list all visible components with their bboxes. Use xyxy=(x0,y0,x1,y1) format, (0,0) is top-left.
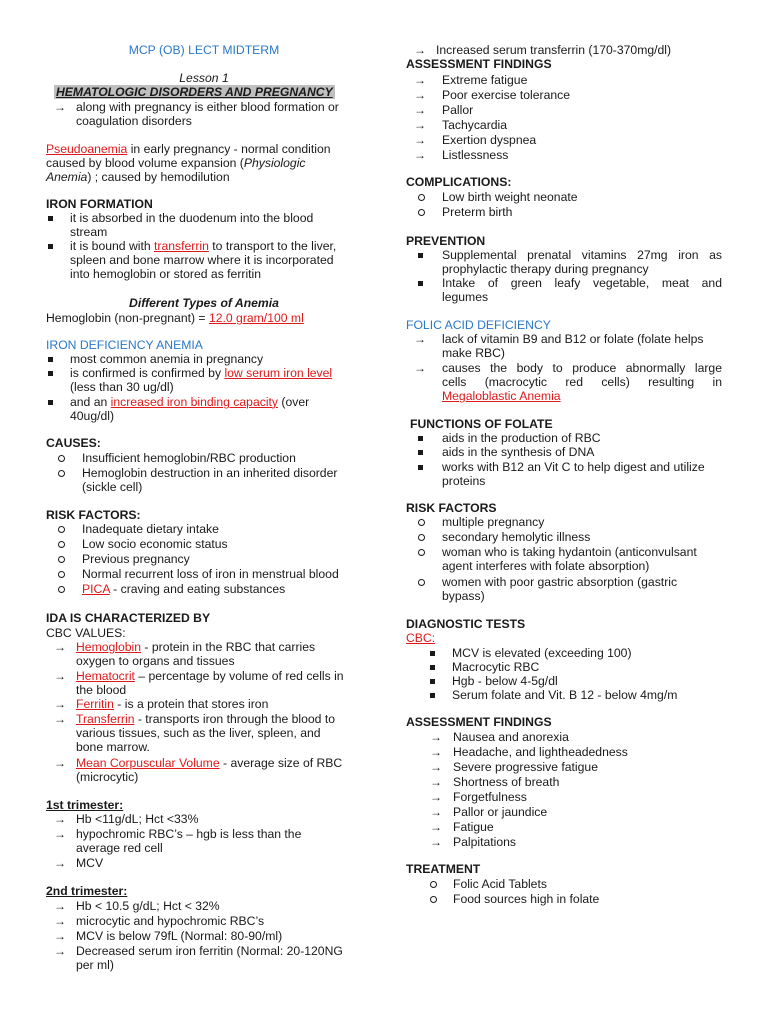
section-heading: TREATMENT xyxy=(406,862,481,876)
list-item: causes the body to produce abnormally large xyxy=(442,361,722,375)
list-item: agent interferes with folate absorption) xyxy=(442,559,650,573)
text: in early pregnancy - normal condition xyxy=(127,142,331,156)
arrow-icon xyxy=(430,790,442,805)
circle-bullet-icon xyxy=(58,451,65,466)
list-item: Forgetfulness xyxy=(453,790,527,804)
trimester-heading: 1st trimester: xyxy=(46,798,124,812)
arrow-icon xyxy=(54,712,66,727)
arrow-icon xyxy=(54,100,66,115)
list-item: legumes xyxy=(442,290,489,304)
list-item: Nausea and anorexia xyxy=(453,730,569,744)
text: - is a protein that stores iron xyxy=(113,697,269,711)
list-item: women with poor gastric absorption (gastric xyxy=(442,575,678,589)
list-item: Increased serum transferrin (170-370mg/dl) xyxy=(436,43,672,57)
highlight-term: Ferritin xyxy=(76,697,114,711)
list-item: Hemoglobin destruction in an inherited disorder xyxy=(82,466,338,480)
section-heading: CAUSES: xyxy=(46,436,101,450)
highlight-term: Mean Corpuscular Volume xyxy=(76,756,220,770)
section-heading: IRON FORMATION xyxy=(46,197,153,211)
list-item: Hb < 10.5 g/dL; Hct < 32% xyxy=(76,899,220,913)
section-heading: FUNCTIONS OF FOLATE xyxy=(410,417,553,431)
section-heading: ASSESSMENT FINDINGS xyxy=(406,57,552,71)
list-item: (sickle cell) xyxy=(82,480,143,494)
list-item: Low socio economic status xyxy=(82,537,228,551)
list-item: MCV xyxy=(76,856,104,870)
section-heading: COMPLICATIONS: xyxy=(406,175,512,189)
list-item: microcytic and hypochromic RBC’s xyxy=(76,914,265,928)
circle-bullet-icon xyxy=(58,582,65,597)
list-item: Fatigue xyxy=(453,820,494,834)
subsection-title: Different Types of Anemia xyxy=(129,296,279,310)
arrow-icon xyxy=(414,43,426,58)
arrow-icon xyxy=(54,914,66,929)
list-item: MCV is below 79fL (Normal: 80-90/ml) xyxy=(76,929,283,943)
circle-bullet-icon xyxy=(58,466,65,481)
arrow-icon xyxy=(414,73,426,88)
list-item: spleen and bone marrow where it is incorporated xyxy=(70,253,334,267)
circle-bullet-icon xyxy=(418,530,425,545)
arrow-icon xyxy=(54,944,66,959)
arrow-icon xyxy=(430,805,442,820)
hemoglobin-line xyxy=(46,311,362,326)
list-item: secondary hemolytic illness xyxy=(442,530,591,544)
pseudoanemia-line xyxy=(46,156,362,171)
list-item xyxy=(442,389,722,404)
list-item: Exertion dyspnea xyxy=(442,133,537,147)
text: is confirmed is confirmed by xyxy=(70,366,225,380)
circle-bullet-icon xyxy=(418,190,425,205)
square-bullet-icon xyxy=(48,366,53,381)
circle-bullet-icon xyxy=(418,575,425,590)
list-item: Pallor xyxy=(442,103,474,117)
arrow-icon xyxy=(54,756,66,771)
list-item: cells (macrocytic red cells) resulting in xyxy=(442,375,722,389)
list-item: (microcytic) xyxy=(76,770,139,784)
list-item: (less than 30 ug/dl) xyxy=(70,380,174,394)
arrow-icon xyxy=(54,899,66,914)
pseudoanemia-term: Pseudoanemia xyxy=(46,142,128,156)
text: - craving and eating substances xyxy=(109,582,286,596)
list-item: Preterm birth xyxy=(442,205,513,219)
square-bullet-icon xyxy=(48,211,53,226)
arrow-icon xyxy=(54,929,66,944)
highlight-term: increased iron binding capacity xyxy=(110,395,279,409)
megaloblastic-term: Megaloblastic Anemia xyxy=(442,389,561,403)
circle-bullet-icon xyxy=(430,877,437,892)
list-item: MCV is elevated (exceeding 100) xyxy=(452,646,632,660)
circle-bullet-icon xyxy=(418,515,425,530)
list-item: lack of vitamin B9 and B12 or folate (folate helps xyxy=(442,332,704,346)
list-item: Pallor or jaundice xyxy=(453,805,548,819)
list-item: Poor exercise tolerance xyxy=(442,88,571,102)
list-item: Severe progressive fatigue xyxy=(453,760,598,774)
list-item: Folic Acid Tablets xyxy=(453,877,547,891)
list-item xyxy=(76,669,362,684)
list-item: prophylactic therapy during pregnancy xyxy=(442,262,649,276)
arrow-icon xyxy=(414,332,426,347)
list-item: Serum folate and Vit. B 12 - below 4mg/m xyxy=(452,688,678,702)
arrow-icon xyxy=(414,133,426,148)
square-bullet-icon xyxy=(418,276,423,291)
lesson-number: Lesson 1 xyxy=(179,71,229,85)
arrow-icon xyxy=(54,697,66,712)
list-item: Extreme fatigue xyxy=(442,73,528,87)
text: to transport to the liver, xyxy=(208,239,337,253)
list-item xyxy=(76,697,362,712)
text: caused by blood volume expansion ( xyxy=(46,156,244,170)
list-item xyxy=(70,366,362,381)
intro-line: along with pregnancy is either blood formation or xyxy=(76,100,339,114)
section-heading: IRON DEFICIENCY ANEMIA xyxy=(46,338,203,352)
section-heading: IDA IS CHARACTERIZED BY xyxy=(46,611,211,625)
arrow-icon xyxy=(54,669,66,684)
list-item: Hb <11g/dL; Hct <33% xyxy=(76,812,199,826)
transferrin-term: transferrin xyxy=(154,239,209,253)
list-item: Supplemental prenatal vitamins 27mg iron as xyxy=(442,248,722,262)
list-item: aids in the production of RBC xyxy=(442,431,601,445)
text: Hemoglobin (non-pregnant) = xyxy=(46,311,209,325)
intro-line: coagulation disorders xyxy=(76,114,192,128)
list-item: Normal recurrent loss of iron in menstrual blood xyxy=(82,567,339,581)
document-title: MCP (OB) LECT MIDTERM xyxy=(128,43,280,57)
circle-bullet-icon xyxy=(58,552,65,567)
list-item: bone marrow. xyxy=(76,740,150,754)
section-heading: FOLIC ACID DEFICIENCY xyxy=(406,318,551,332)
list-item: Intake of green leafy vegetable, meat and xyxy=(442,276,722,290)
arrow-icon xyxy=(430,820,442,835)
cbc-label: CBC VALUES: xyxy=(46,626,126,640)
list-item: Palpitations xyxy=(453,835,517,849)
square-bullet-icon xyxy=(430,660,435,675)
square-bullet-icon xyxy=(418,431,423,446)
list-item xyxy=(70,239,362,254)
list-item: woman who is taking hydantoin (anticonvulsant xyxy=(442,545,697,559)
list-item: Listlessness xyxy=(442,148,509,162)
circle-bullet-icon xyxy=(58,537,65,552)
list-item xyxy=(76,712,362,727)
text: - protein in the RBC that carries xyxy=(141,640,316,654)
list-item: Hgb - below 4-5g/dl xyxy=(452,674,558,688)
list-item: proteins xyxy=(442,474,486,488)
square-bullet-icon xyxy=(418,248,423,263)
highlight-term: Transferrin xyxy=(76,712,135,726)
text: and an xyxy=(70,395,111,409)
section-heading: RISK FACTORS: xyxy=(46,508,141,522)
text: it is bound with xyxy=(70,239,155,253)
list-item: Inadequate dietary intake xyxy=(82,522,219,536)
section-heading: RISK FACTORS xyxy=(406,501,497,515)
list-item: make RBC) xyxy=(442,346,505,360)
circle-bullet-icon xyxy=(430,892,437,907)
arrow-icon xyxy=(430,835,442,850)
list-item: aids in the synthesis of DNA xyxy=(442,445,595,459)
cbc-term: CBC: xyxy=(406,631,436,645)
list-item xyxy=(76,756,362,771)
text: Physiologic xyxy=(243,156,306,170)
list-item: Headache, and lightheadedness xyxy=(453,745,628,759)
arrow-icon xyxy=(414,88,426,103)
square-bullet-icon xyxy=(48,395,53,410)
list-item: 40ug/dl) xyxy=(70,409,115,423)
arrow-icon xyxy=(430,760,442,775)
hemoglobin-value: 12.0 gram/100 ml xyxy=(208,311,304,325)
list-item: most common anemia in pregnancy xyxy=(70,352,264,366)
square-bullet-icon xyxy=(48,352,53,367)
trimester-heading: 2nd trimester: xyxy=(46,884,128,898)
list-item xyxy=(70,395,362,410)
list-item: Low birth weight neonate xyxy=(442,190,578,204)
list-item: average red cell xyxy=(76,841,163,855)
list-item: Shortness of breath xyxy=(453,775,560,789)
square-bullet-icon xyxy=(418,445,423,460)
square-bullet-icon xyxy=(430,646,435,661)
text: (over xyxy=(278,395,310,409)
list-item: various tissues, such as the liver, spleen, and xyxy=(76,726,321,740)
text: Anemia xyxy=(46,170,88,184)
text: ) ; caused by hemodilution xyxy=(87,170,230,184)
list-item xyxy=(82,582,362,597)
arrow-icon xyxy=(414,148,426,163)
list-item: oxygen to organs and tissues xyxy=(76,654,235,668)
arrow-icon xyxy=(430,730,442,745)
text: - average size of RBC xyxy=(219,756,343,770)
highlight-term: Hematocrit xyxy=(76,669,135,683)
text: - transports iron through the blood to xyxy=(134,712,336,726)
section-heading: ASSESSMENT FINDINGS xyxy=(406,715,552,729)
list-item: it is absorbed in the duodenum into the blood xyxy=(70,211,314,225)
list-item: the blood xyxy=(76,683,127,697)
list-item: Tachycardia xyxy=(442,118,508,132)
list-item xyxy=(76,640,362,655)
pica-term: PICA xyxy=(82,582,110,596)
arrow-icon xyxy=(430,745,442,760)
circle-bullet-icon xyxy=(418,545,425,560)
arrow-icon xyxy=(414,118,426,133)
pseudoanemia-line xyxy=(46,142,362,157)
list-item: Macrocytic RBC xyxy=(452,660,540,674)
pseudoanemia-line xyxy=(46,170,362,185)
list-item: Insufficient hemoglobin/RBC production xyxy=(82,451,296,465)
highlight-term: low serum iron level xyxy=(224,366,333,380)
circle-bullet-icon xyxy=(418,205,425,220)
list-item: multiple pregnancy xyxy=(442,515,545,529)
arrow-icon xyxy=(54,812,66,827)
list-item: Food sources high in folate xyxy=(453,892,600,906)
arrow-icon xyxy=(430,775,442,790)
list-item: hypochromic RBC’s – hgb is less than the xyxy=(76,827,302,841)
arrow-icon xyxy=(54,856,66,871)
circle-bullet-icon xyxy=(58,522,65,537)
square-bullet-icon xyxy=(48,239,53,254)
circle-bullet-icon xyxy=(58,567,65,582)
list-item: into hemoglobin or stored as ferritin xyxy=(70,267,262,281)
list-item: works with B12 an Vit C to help digest and utilize xyxy=(442,460,705,474)
section-heading: PREVENTION xyxy=(406,234,486,248)
square-bullet-icon xyxy=(430,688,435,703)
text: – percentage by volume of red cells in xyxy=(134,669,344,683)
arrow-icon xyxy=(414,361,426,376)
list-item: bypass) xyxy=(442,589,485,603)
arrow-icon xyxy=(54,827,66,842)
arrow-icon xyxy=(414,103,426,118)
lesson-heading xyxy=(54,85,362,100)
list-item: per ml) xyxy=(76,958,114,972)
list-item: Decreased serum iron ferritin (Normal: 20-120NG xyxy=(76,944,343,958)
highlight-term: Hemoglobin xyxy=(76,640,142,654)
square-bullet-icon xyxy=(418,460,423,475)
list-item: stream xyxy=(70,225,108,239)
list-item: Previous pregnancy xyxy=(82,552,190,566)
lesson-title: HEMATOLOGIC DISORDERS AND PREGNANCY xyxy=(56,85,333,99)
square-bullet-icon xyxy=(430,674,435,689)
cbc-label xyxy=(406,631,722,646)
arrow-icon xyxy=(54,640,66,655)
section-heading: DIAGNOSTIC TESTS xyxy=(406,617,526,631)
